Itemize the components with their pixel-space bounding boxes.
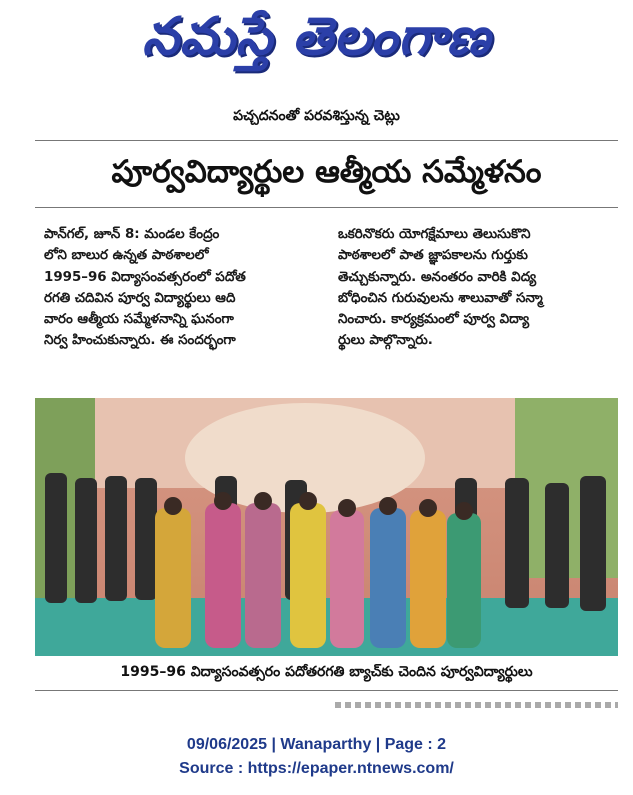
text-line: రగతి చదివిన పూర్వ విద్యార్థులు ఆది xyxy=(44,290,236,306)
text-line: పాన్‌గల్, జూన్ 8: మండల కేంద్రం xyxy=(44,227,220,242)
masthead xyxy=(0,0,633,80)
divider xyxy=(35,140,618,141)
photo-caption: 1995–96 విద్యాసంవత్సరం పదోతరగతి బ్యాచ్‌కు చెందిన పూర్వవిద్యార్థులు xyxy=(120,664,533,680)
article-column-left xyxy=(44,224,321,352)
text-line: లోని బాలుర ఉన్నత పాఠశాలలో xyxy=(44,248,209,264)
text-line: తెచ్చుకున్నారు. అనంతరం వారికి విద్య xyxy=(338,269,537,285)
footer-date-edition: 09/06/2025 | Wanaparthy | Page : 2 xyxy=(186,736,447,753)
article-headline: పూర్వవిద్యార్థుల ఆత్మీయ సమ్మేళనం xyxy=(111,154,542,190)
footer-source: Source : https://epaper.ntnews.com/ xyxy=(179,760,454,777)
text-line: 1995–96 విద్యాసంవత్సరంలో పదోత xyxy=(44,269,246,285)
text-line: నించారు. కార్యక్రమంలో పూర్వ విద్యా xyxy=(338,312,530,328)
text-line: ర్థులు పాల్గొన్నారు. xyxy=(338,333,433,349)
group-photo-illustration xyxy=(35,398,618,656)
text-line: వారం ఆత్మీయ సమ్మేళనాన్ని ఘనంగా xyxy=(44,312,234,328)
divider xyxy=(35,690,618,691)
article-kicker: పచ్చదనంతో పరవశిస్తున్న చెట్లు xyxy=(233,108,400,124)
text-line: బోధించిన గురువులను శాలువాతో సన్మా xyxy=(338,290,543,306)
group-photo xyxy=(35,398,618,656)
text-line: ఒకరినొకరు యోగక్షేమాలు తెలుసుకొని xyxy=(338,227,531,242)
text-line: నిర్వ హించుకున్నారు. ఈ సందర్భంగా xyxy=(44,333,236,349)
cut-off-text xyxy=(35,702,618,708)
text-line: పాఠశాలలో పాత జ్ఞాపకాలను గుర్తుకు xyxy=(338,248,528,264)
newspaper-logo: నమస్తే తెలంగాణ xyxy=(142,7,491,67)
divider xyxy=(35,207,618,208)
article-column-right xyxy=(338,224,615,352)
